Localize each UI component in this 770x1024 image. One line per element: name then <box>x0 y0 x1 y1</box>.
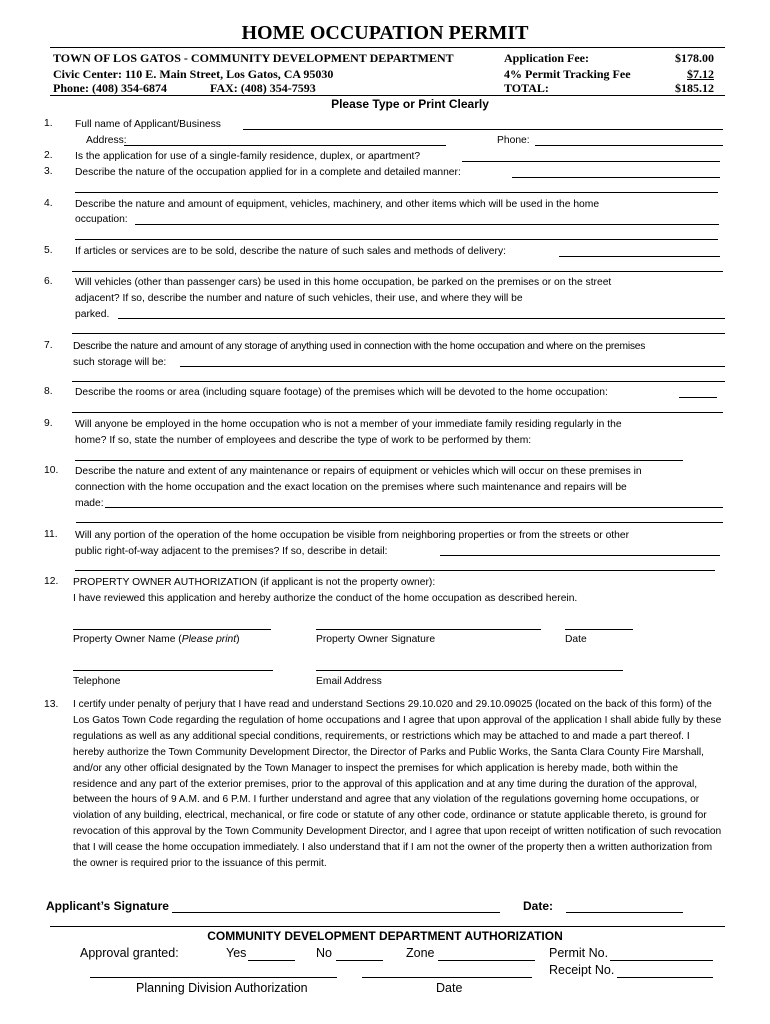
q10-label-line3: made: <box>75 498 104 509</box>
owner-signature-label: Property Owner Signature <box>316 634 436 645</box>
q2-label: Is the application for use of a single-family residence, duplex, or apartment? <box>75 151 421 162</box>
q6-label-line2: adjacent? If so, describe the number and nature of such vehicles, their use, and where they will be <box>75 293 523 304</box>
permit-number-field[interactable] <box>610 960 713 961</box>
q5-field-2[interactable] <box>72 271 723 272</box>
q4-field-2[interactable] <box>75 239 718 240</box>
q7-field-2[interactable] <box>72 381 725 382</box>
q6-label-line1: Will vehicles (other than passenger cars) be used in this home occupation, be parked on the premises or on the street <box>75 277 612 288</box>
q6-field-2[interactable] <box>72 333 725 334</box>
q8-field-1[interactable] <box>679 397 717 398</box>
q10-label-line2: connection with the home occupation and the exact location on the premises where such maintenance and repairs will be <box>75 482 627 493</box>
approval-granted-label: Approval granted: <box>80 946 179 960</box>
applicant-date-field[interactable] <box>566 912 683 913</box>
fax-number: FAX: (408) 354-7593 <box>210 81 316 95</box>
owner-date-label: Date <box>565 634 587 645</box>
q11-number: 11. <box>44 529 58 540</box>
owner-name-label: Property Owner Name (Please print) <box>73 634 240 645</box>
q9-number: 9. <box>44 418 53 429</box>
q9-label-line1: Will anyone be employed in the home occupation who is not a member of your immediate family residing regularly in the <box>75 419 622 430</box>
owner-signature-field[interactable] <box>316 629 541 630</box>
receipt-number-field[interactable] <box>617 977 713 978</box>
applicant-signature-field[interactable] <box>172 912 500 913</box>
receipt-number-label: Receipt No. <box>549 963 615 977</box>
authorization-rule <box>50 926 725 927</box>
q8-field-2[interactable] <box>72 412 723 413</box>
q2-number: 2. <box>44 150 53 161</box>
q10-number: 10. <box>44 465 59 476</box>
q5-field-1[interactable] <box>559 256 720 257</box>
approval-yes-field[interactable] <box>248 960 295 961</box>
q10-field-2[interactable] <box>76 522 723 523</box>
q1-number: 1. <box>44 118 53 129</box>
q4-label-line2: occupation: <box>75 214 128 225</box>
tracking-fee-label: 4% Permit Tracking Fee <box>504 67 631 81</box>
title-rule <box>50 47 725 48</box>
q3-label: Describe the nature of the occupation applied for in a complete and detailed manner: <box>75 167 461 178</box>
header-rule <box>50 95 725 96</box>
authorization-heading: COMMUNITY DEVELOPMENT DEPARTMENT AUTHORIZATION <box>207 929 563 943</box>
approval-no-label: No <box>316 946 332 960</box>
q7-number: 7. <box>44 340 53 351</box>
q6-field-1[interactable] <box>118 318 725 319</box>
zone-field[interactable] <box>438 960 535 961</box>
telephone-label: Telephone <box>73 676 121 687</box>
q8-label: Describe the rooms or area (including square footage) of the premises which will be devoted to the home occupation: <box>75 387 608 398</box>
department-name: TOWN OF LOS GATOS - COMMUNITY DEVELOPMENT DEPARTMENT <box>53 51 454 65</box>
q9-field[interactable] <box>75 460 683 461</box>
tracking-fee-amount: $7.12 <box>687 67 714 81</box>
q7-field-1[interactable] <box>180 366 725 367</box>
owner-name-field[interactable] <box>73 629 271 630</box>
q4-number: 4. <box>44 198 53 209</box>
q12-statement: I have reviewed this application and hereby authorize the conduct of the home occupation as described herein. <box>73 593 578 604</box>
q11-label-line2: public right-of-way adjacent to the premises? If so, describe in detail: <box>75 546 388 557</box>
q11-field-2[interactable] <box>75 570 715 571</box>
civic-center-address: Civic Center: 110 E. Main Street, Los Gatos, CA 95030 <box>53 67 334 81</box>
total-amount: $185.12 <box>675 81 714 95</box>
q9-label-line2: home? If so, state the number of employees and describe the type of work to be performed by them: <box>75 435 532 446</box>
q12-heading: PROPERTY OWNER AUTHORIZATION (if applicant is not the property owner): <box>73 577 436 588</box>
telephone-field[interactable] <box>73 670 273 671</box>
q7-label-line1: Describe the nature and amount of any storage of anything used in connection with the home occupation and where on the premises <box>73 341 646 352</box>
approval-yes-label: Yes <box>226 946 247 960</box>
q5-label: If articles or services are to be sold, describe the nature of such sales and methods of delivery: <box>75 246 506 257</box>
q1-label: Full name of Applicant/Business <box>75 119 221 130</box>
q1-phone-label: Phone: <box>497 135 530 146</box>
q11-label-line1: Will any portion of the operation of the home occupation be visible from neighboring properties or from the streets or other <box>75 530 630 541</box>
q4-field-1[interactable] <box>135 224 719 225</box>
q10-label-line1: Describe the nature and extent of any maintenance or repairs of equipment or vehicles which will occur on these premises in <box>75 466 642 477</box>
total-label: TOTAL: <box>504 81 549 95</box>
q1-address-label: Address: <box>86 135 127 146</box>
email-field[interactable] <box>316 670 623 671</box>
q3-field-1[interactable] <box>512 177 720 178</box>
applicant-date-label: Date: <box>523 899 554 913</box>
q6-number: 6. <box>44 276 53 287</box>
q8-number: 8. <box>44 386 53 397</box>
q6-label-line3: parked. <box>75 309 110 320</box>
q2-field[interactable] <box>462 161 720 162</box>
email-label: Email Address <box>316 676 382 687</box>
q7-label-line2: such storage will be: <box>73 357 167 368</box>
application-fee-amount: $178.00 <box>675 51 714 65</box>
q1-name-field[interactable] <box>243 129 723 130</box>
owner-date-field[interactable] <box>565 629 633 630</box>
q12-number: 12. <box>44 576 59 587</box>
q11-field-1[interactable] <box>440 555 720 556</box>
zone-label: Zone <box>406 946 435 960</box>
permit-number-label: Permit No. <box>549 946 609 960</box>
applicant-signature-label: Applicant’s Signature <box>46 899 169 913</box>
q13-number: 13. <box>44 699 59 710</box>
q13-certification-text: I certify under penalty of perjury that I have read and understand Sections 29.10.020 and 29.10.09025 (located on the back of this form) of the Los Gatos Town Code regarding the regulation of home occupations and I agree that upon approval of the application I shall abide fully by these regulations as well as any additional special conditions, requirements, or restrictions which may be attached to and made a part thereof. I hereby authorize the Town Community Development Director, the Director of Parks and Public Works, the Santa Clara County Fire Marshall, and/or any other official designated by the Town Manager to inspect the premises for which application is hereby made, both within the residence and any part of the exterior premises, prior to the approval of this application and at any time during the duration of the approval, between the hours of 9 A.M. and 6 P.M. I further understand and agree that any violation of the regulations governing home occupations, or violation of any building, electrical, mechanical, or fire code or statute of any other code, ordinance or statute applicable thereto, is ground for revocation of this approval by the Town Community Development Director, and I agree that upon receipt of written notification of such revocation that I will cease the home occupation immediately. I also understand that if I am not the owner of the property then a written authorization from the owner is required prior to the issuance of this permit. <box>73 699 722 870</box>
q10-field-1[interactable] <box>105 507 723 508</box>
approval-no-field[interactable] <box>336 960 383 961</box>
q1-phone-field[interactable] <box>535 145 723 146</box>
q4-label-line1: Describe the nature and amount of equipment, vehicles, machinery, and other items which will be used in the home <box>75 199 600 210</box>
q5-number: 5. <box>44 245 53 256</box>
q3-number: 3. <box>44 166 53 177</box>
page-title: HOME OCCUPATION PERMIT <box>241 22 529 44</box>
planning-authorization-field[interactable] <box>90 977 337 978</box>
application-fee-label: Application Fee: <box>504 51 589 65</box>
planning-authorization-label: Planning Division Authorization <box>136 981 308 995</box>
authorization-date-field[interactable] <box>362 977 532 978</box>
phone-number: Phone: (408) 354-6874 <box>53 81 167 95</box>
q1-address-field[interactable] <box>124 145 446 146</box>
instruction-text: Please Type or Print Clearly <box>331 97 489 111</box>
q3-field-2[interactable] <box>75 192 718 193</box>
authorization-date-label: Date <box>436 981 463 995</box>
